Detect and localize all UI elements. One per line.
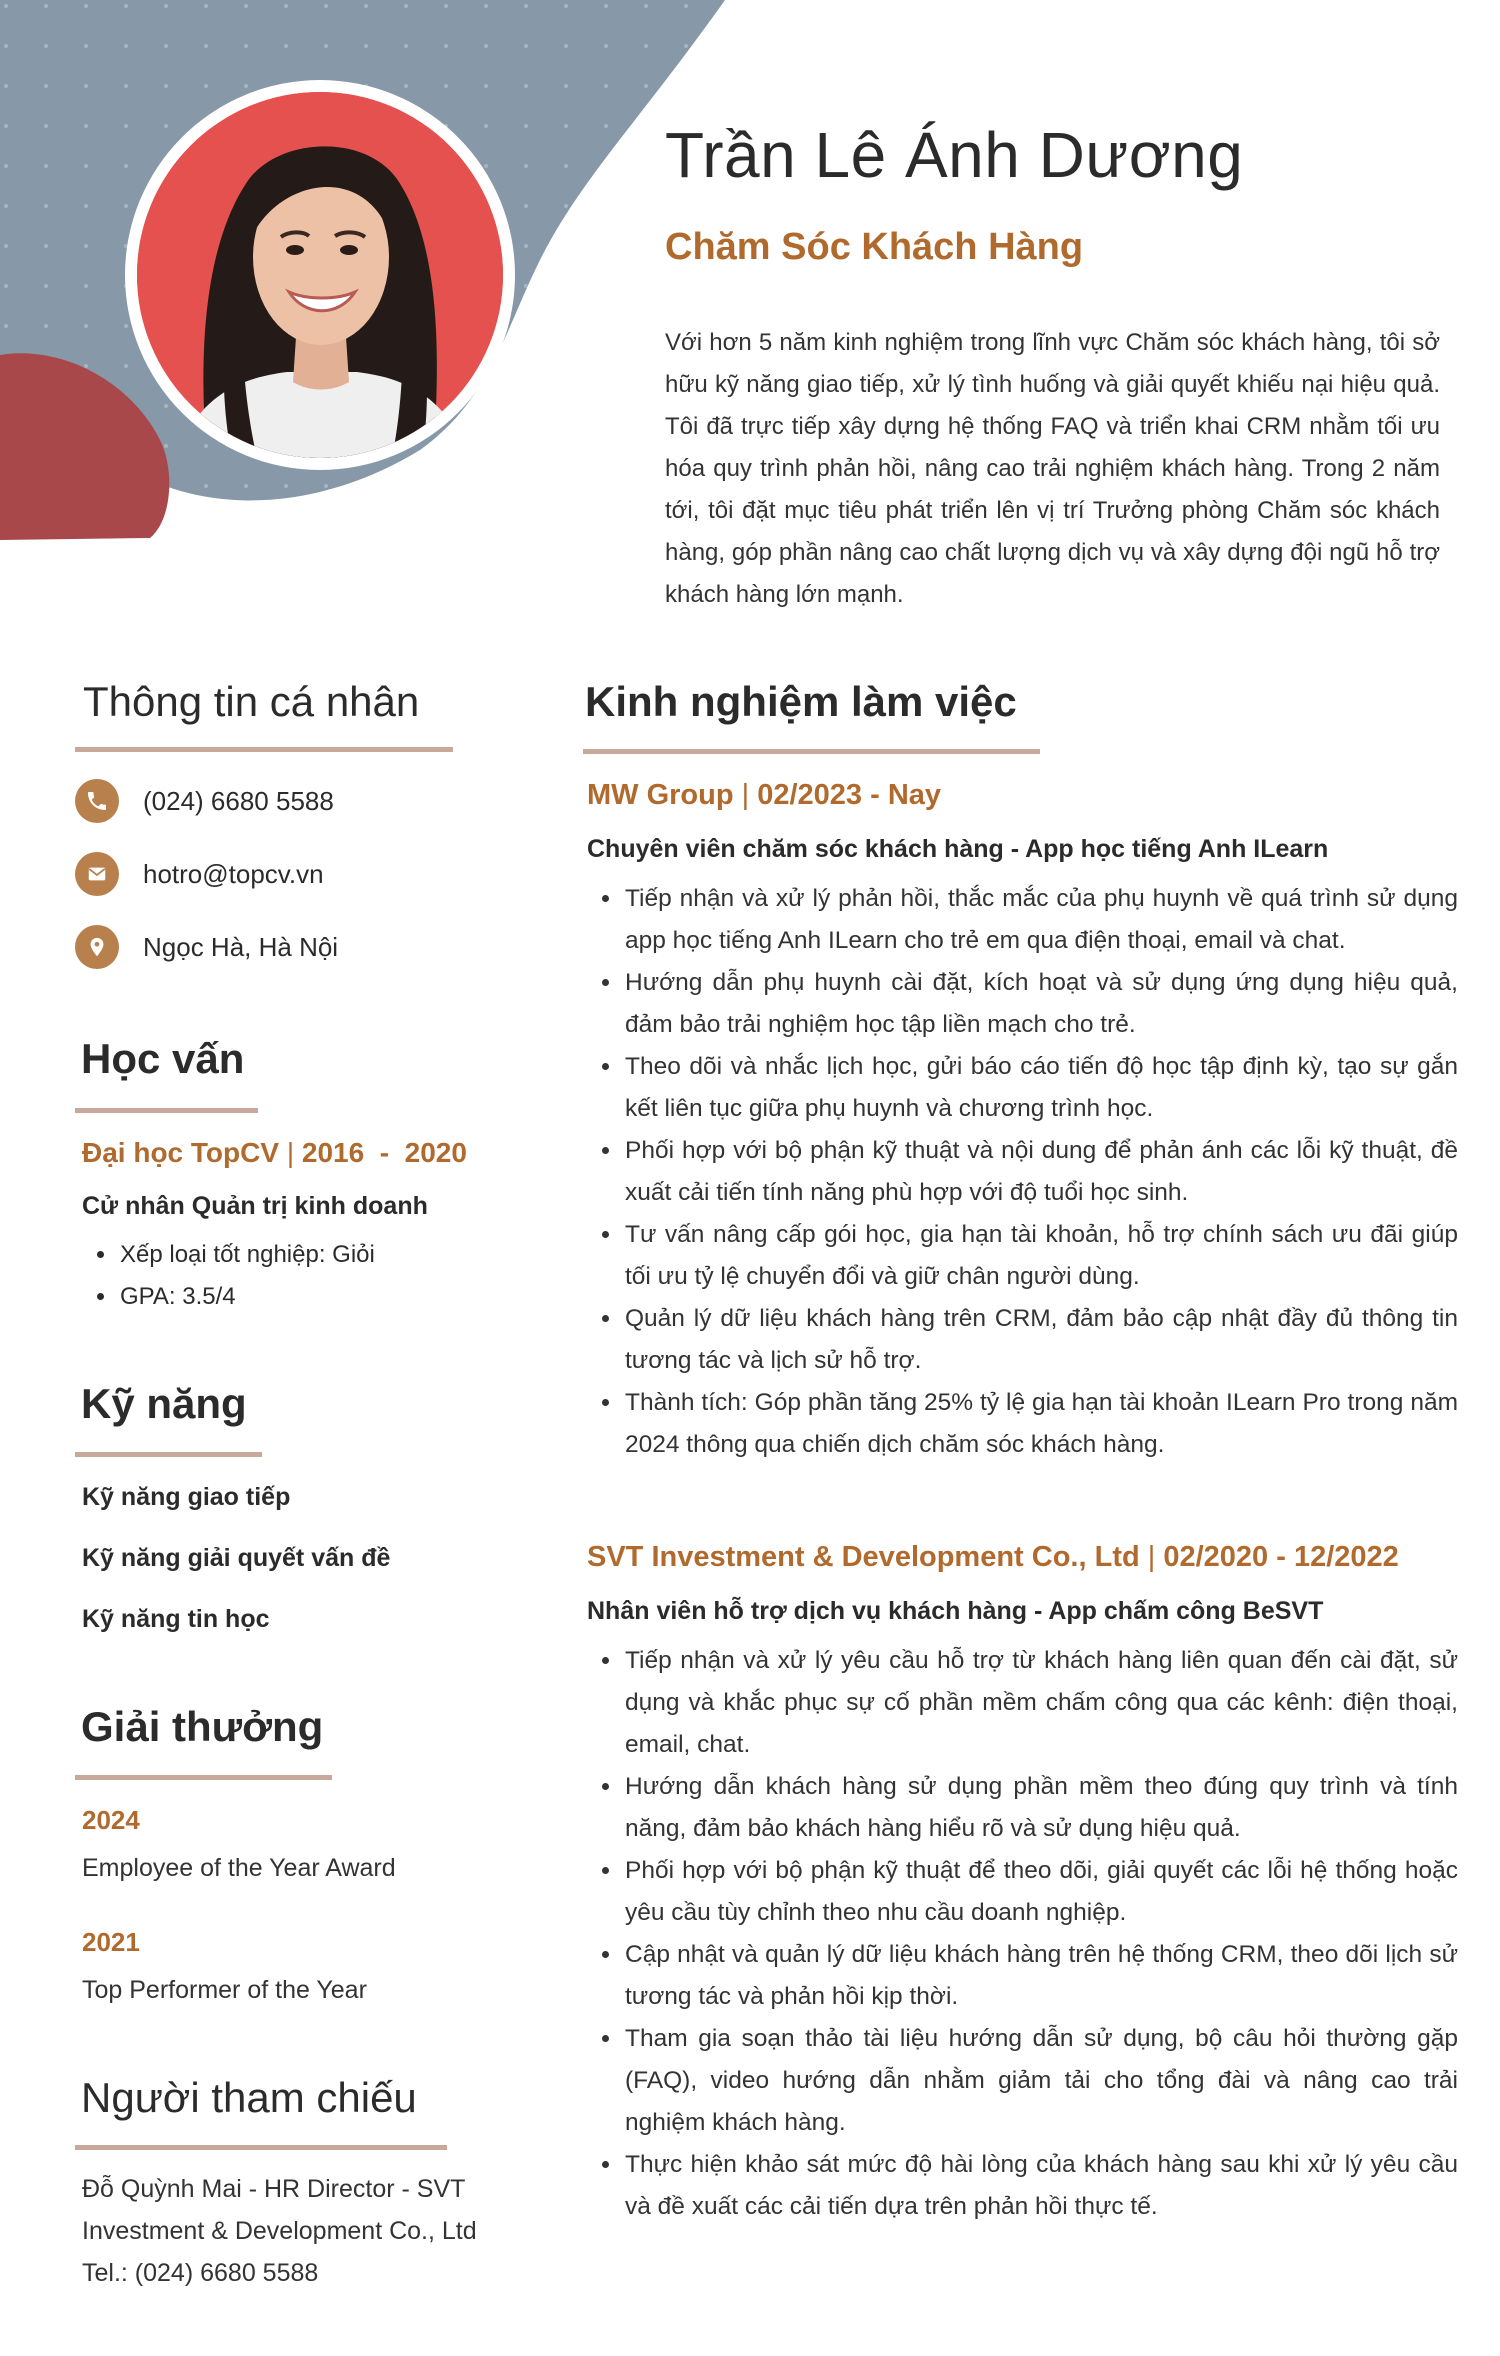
awards-underline: [75, 1775, 332, 1780]
reference-text: Đỗ Quỳnh Mai - HR Director - SVT Investment & Development Co., Ltd: [82, 2175, 477, 2245]
education-degree: Cử nhân Quản trị kinh doanh: [82, 1192, 428, 1220]
company-name: SVT Investment & Development Co., Ltd: [587, 1541, 1140, 1573]
avatar-illustration: [137, 92, 503, 458]
contact-phone: [75, 777, 338, 825]
skills-heading: Kỹ năng: [81, 1380, 247, 1427]
contact-address: [75, 923, 338, 971]
list-item: • GPA: 3.5/4: [118, 1276, 498, 1318]
career-summary: Với hơn 5 năm kinh nghiệm trong lĩnh vực Chăm sóc khách hàng, tôi sở hữu kỹ năng giao tiếp, xử lý tình huống và giải quyết khiếu nại hiệu quả. Tôi đã trực tiếp xây dựng hệ thống FAQ và triển khai CRM nhằm tối ưu hóa quy trình phản hồi, nâng cao trải nghiệm khách hàng. Trong 2 năm tới, tôi đặt mục tiêu phát triển lên vị trí Trưởng phòng Chăm sóc khách hàng, góp phần nâng cao chất lượng dịch vụ và xây dựng đội ngũ hỗ trợ khách hàng lớn mạnh.: [665, 329, 1440, 608]
reference-underline: [75, 2145, 447, 2150]
job-period: 02/2020 - 12/2022: [1163, 1541, 1399, 1573]
award-name: Top Performer of the Year: [82, 1976, 367, 2004]
job-period: 02/2023 - Nay: [757, 779, 942, 811]
list-item: • Tiếp nhận và xử lý phản hồi, thắc mắc của phụ huynh về quá trình sử dụng app học tiếng Anh ILearn cho trẻ em qua điện thoại, email và chat.: [623, 878, 1458, 962]
reference-heading: Người tham chiếu: [81, 2074, 417, 2121]
job-duties: [587, 1640, 1458, 2228]
job-title: Chăm Sóc Khách Hàng: [665, 226, 1084, 268]
award-name: Employee of the Year Award: [82, 1854, 396, 1882]
personal-info-underline: [75, 747, 453, 752]
experience-underline: [583, 749, 1040, 754]
awards-heading: Giải thưởng: [81, 1703, 324, 1750]
avatar: [137, 92, 503, 458]
list-item: • Tiếp nhận và xử lý yêu cầu hỗ trợ từ khách hàng liên quan đến cài đặt, sử dụng và khắc phục sự cố phần mềm chấm công qua các kênh: điện thoại, email, chat.: [623, 1640, 1458, 1766]
list-item: • Cập nhật và quản lý dữ liệu khách hàng trên hệ thống CRM, theo dõi lịch sử tương tác và phản hồi kịp thời.: [623, 1934, 1458, 2018]
contact-email: [75, 850, 338, 898]
job-role: Chuyên viên chăm sóc khách hàng - App học tiếng Anh ILearn: [587, 835, 1329, 863]
award-year: 2021: [82, 1927, 140, 1957]
company-name: MW Group: [587, 779, 734, 811]
job-header: SVT Investment & Development Co., Ltd | 02/2020 - 12/2022: [587, 1541, 1399, 1573]
contact-list: [75, 777, 338, 971]
award-year: 2024: [82, 1805, 140, 1835]
school-name: Đại học TopCV: [82, 1137, 280, 1168]
education-heading: Học vấn: [81, 1035, 245, 1082]
experience-heading: Kinh nghiệm làm việc: [585, 678, 1017, 725]
email-icon: [75, 852, 119, 896]
job-duties: [587, 878, 1458, 1466]
skills-underline: [75, 1452, 262, 1457]
job-header: MW Group | 02/2023 - Nay: [587, 779, 942, 811]
location-icon: [75, 925, 119, 969]
reference-details: [82, 2168, 522, 2294]
skill-item: Kỹ năng tin học: [82, 1605, 270, 1633]
list-item: • Quản lý dữ liệu khách hàng trên CRM, đảm bảo cập nhật đầy đủ thông tin tương tác và lịch sử hỗ trợ.: [623, 1298, 1458, 1382]
education-years: 2016 - 2020: [301, 1137, 467, 1168]
list-item: • Phối hợp với bộ phận kỹ thuật để theo dõi, giải quyết các lỗi hệ thống hoặc yêu cầu tùy chỉnh theo nhu cầu doanh nghiệp.: [623, 1850, 1458, 1934]
list-item: • Hướng dẫn phụ huynh cài đặt, kích hoạt và sử dụng ứng dụng hiệu quả, đảm bảo trải nghiệm học tập liền mạch cho trẻ.: [623, 962, 1458, 1046]
reference-tel: Tel.: (024) 6680 5588: [82, 2259, 319, 2287]
education-school-line: Đại học TopCV | 2016 - 2020: [82, 1137, 467, 1168]
education-details: [78, 1234, 498, 1318]
list-item: • Xếp loại tốt nghiệp: Giỏi: [118, 1234, 498, 1276]
candidate-name: Trần Lê Ánh Dương: [665, 119, 1244, 191]
skill-item: Kỹ năng giao tiếp: [82, 1483, 291, 1511]
skill-item: Kỹ năng giải quyết vấn đề: [82, 1544, 391, 1572]
email-text: hotro@topcv.vn: [143, 858, 324, 889]
list-item: • Thực hiện khảo sát mức độ hài lòng của khách hàng sau khi xử lý yêu cầu và đề xuất các cải tiến dựa trên phản hồi thực tế.: [623, 2144, 1458, 2228]
phone-text: (024) 6680 5588: [143, 785, 334, 816]
education-underline: [75, 1108, 258, 1113]
phone-icon: [75, 779, 119, 823]
job-role: Nhân viên hỗ trợ dịch vụ khách hàng - App chấm công BeSVT: [587, 1597, 1324, 1625]
list-item: • Theo dõi và nhắc lịch học, gửi báo cáo tiến độ học tập định kỳ, tạo sự gắn kết liên tục giữa phụ huynh và chương trình học.: [623, 1046, 1458, 1130]
personal-info-heading: Thông tin cá nhân: [83, 678, 420, 725]
list-item: • Hướng dẫn khách hàng sử dụng phần mềm theo đúng quy trình và tính năng, đảm bảo khách hàng hiểu rõ và sử dụng hiệu quả.: [623, 1766, 1458, 1850]
address-text: Ngọc Hà, Hà Nội: [143, 931, 339, 962]
list-item: • Thành tích: Góp phần tăng 25% tỷ lệ gia hạn tài khoản ILearn Pro trong năm 2024 thông qua chiến dịch chăm sóc khách hàng.: [623, 1382, 1458, 1466]
list-item: • Tham gia soạn thảo tài liệu hướng dẫn sử dụng, bộ câu hỏi thường gặp (FAQ), video hướng dẫn nhằm giảm tải cho tổng đài và nâng cao trải nghiệm khách hàng.: [623, 2018, 1458, 2144]
list-item: • Phối hợp với bộ phận kỹ thuật và nội dung để phản ánh các lỗi kỹ thuật, đề xuất cải tiến tính năng phù hợp với độ tuổi học sinh.: [623, 1130, 1458, 1214]
list-item: • Tư vấn nâng cấp gói học, gia hạn tài khoản, hỗ trợ chính sách ưu đãi giúp tối ưu tỷ lệ chuyển đổi và giữ chân người dùng.: [623, 1214, 1458, 1298]
